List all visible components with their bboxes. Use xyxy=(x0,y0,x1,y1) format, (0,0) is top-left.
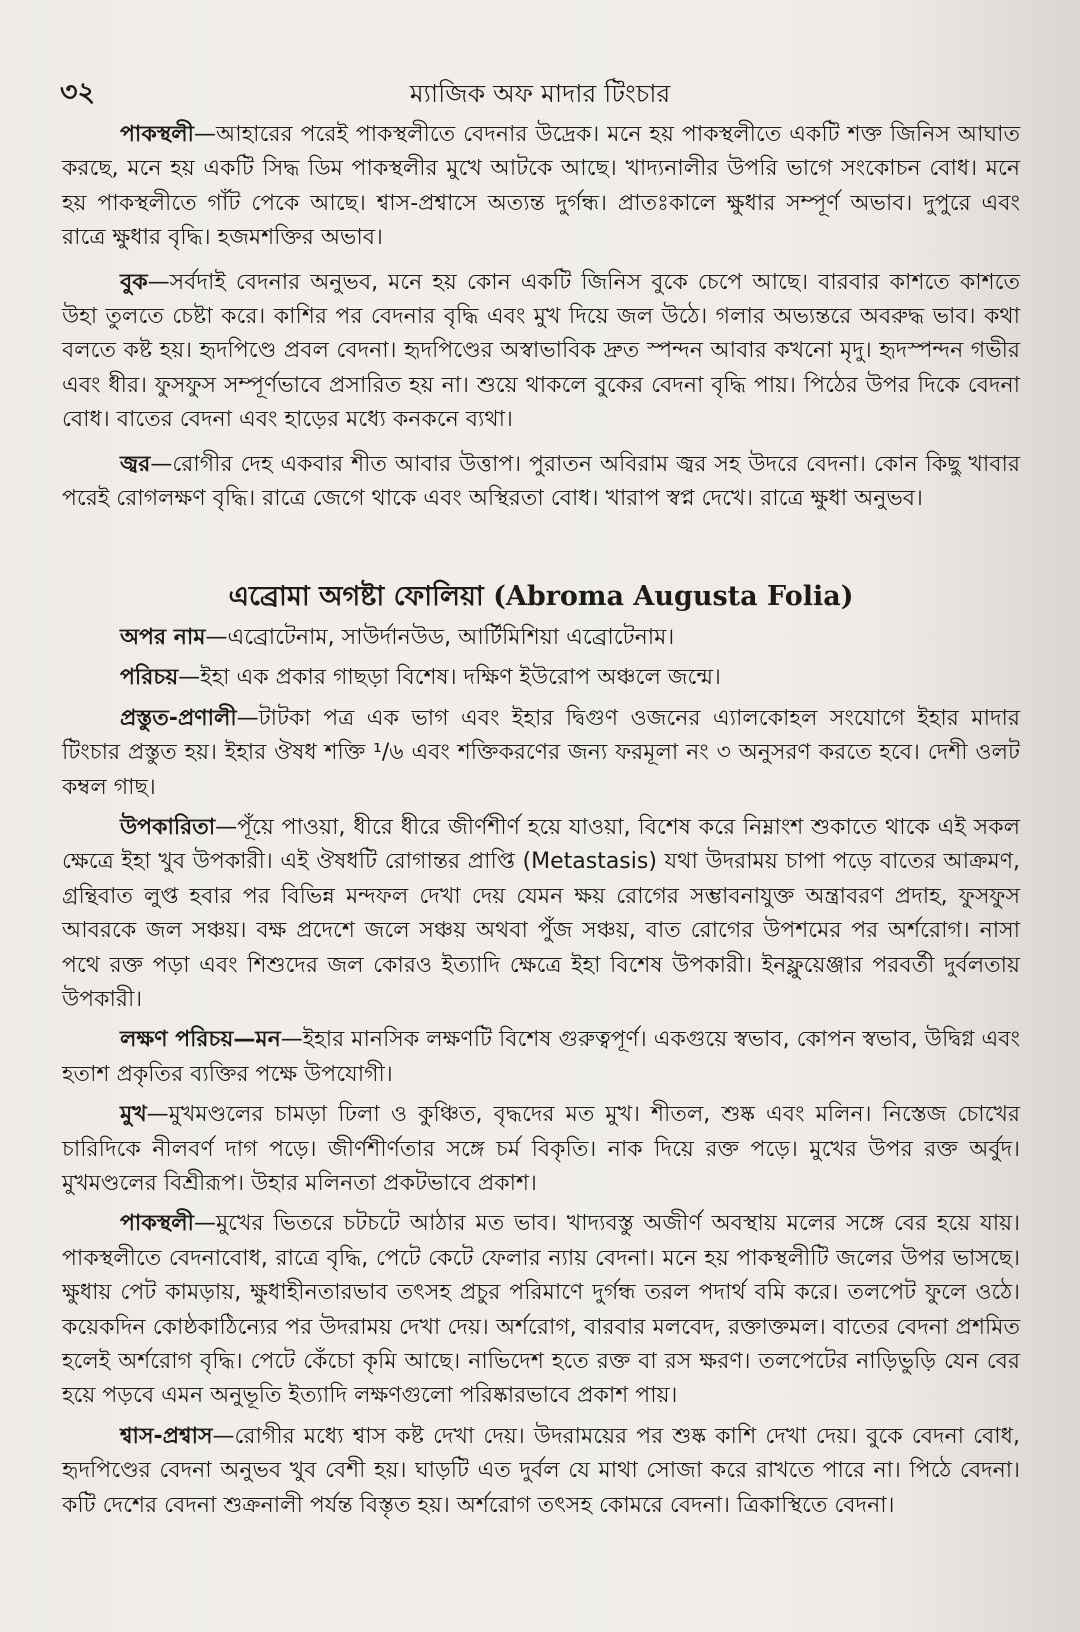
paragraph-heading: পরিচয় xyxy=(120,665,179,691)
paragraph-preparation xyxy=(62,702,1020,805)
paragraph-heading: লক্ষণ পরিচয়—মন xyxy=(120,1027,281,1053)
page-number: ৩২ xyxy=(60,77,96,108)
paragraph-heading: মুখ xyxy=(120,1102,147,1128)
paragraph-text: —আহারের পরেই পাকস্থলীতে বেদনার উদ্রেক। মনে হয় পাকস্থলীতে একটি শক্ত জিনিস আঘাত করছে, মনে হয় একটি সিদ্ধ ডিম পাকস্থলীর মুখে আটকে আছে। খাদ্যনালীর উপরি ভাগে সংকোচন বোধ। মনে হয় পাকস্থলীতে গাঁট পেকে আছে। শ্বাস-প্রশ্বাসে অত্যন্ত দুর্গন্ধ। প্রাতঃকালে ক্ষুধার সম্পূর্ণ অভাব। দুপুরে এবং রাত্রে ক্ষুধার বৃদ্ধি। হজমশক্তির অভাব। xyxy=(62,122,1020,251)
paragraph-text: —মুখের ভিতরে চটচটে আঠার মত ভাব। খাদ্যবস্তু অজীর্ণ অবস্থায় মলের সঙ্গে বের হয়ে যায়। পাকস্থলীতে বেদনাবোধ, রাত্রে বৃদ্ধি, পেটে কেটে ফেলার ন্যায় বেদনা। মনে হয় পাকস্থলীটি জলের উপর ভাসছে। ক্ষুধায় পেট কামড়ায়, ক্ষুধাহীনতারভাব তৎসহ প্রচুর পরিমাণে দুর্গন্ধ তরল পদার্থ বমি করে। তলপেট ফুলে ওঠে। কয়েকদিন কোষ্ঠকাঠিন্যের পর উদরাময় দেখা দেয়। অর্শরোগ, বারবার মলবেদ, রক্তাক্তমল। বাতের বেদনা প্রশমিত হলেই অর্শরোগ বৃদ্ধি। পেটে কেঁচো কৃমি আছে। নাভিদেশ হতে রক্ত বা রস ক্ষরণ। তলপেটের নাড়িভুড়ি যেন বের হয়ে পড়বে এমন অনুভূতি ইত্যাদি লক্ষণগুলো পরিষ্কারভাবে প্রকাশ পায়। xyxy=(62,1211,1020,1409)
page-header xyxy=(60,72,1020,112)
section-title-bengali: এব্রোমা অগষ্টা ফোলিয়া xyxy=(228,581,484,613)
paragraph-heading: বুক xyxy=(120,269,148,295)
paragraph-fever xyxy=(62,448,1020,517)
paragraph-heading: অপর নাম xyxy=(120,624,206,650)
paragraph-text: —ইহা এক প্রকার গাছড়া বিশেষ। দক্ষিণ ইউরোপ অঞ্চলে জন্মে। xyxy=(178,665,721,691)
paragraph-heading: শ্বাস-প্রশ্বাস xyxy=(120,1423,213,1449)
paragraph-stomach-2 xyxy=(62,1207,1020,1413)
section-title-latin: (Abroma Augusta Folia) xyxy=(493,581,854,613)
paragraph-chest xyxy=(62,266,1020,438)
paragraph-text: —রোগীর মধ্যে শ্বাস কষ্ট দেখা দেয়। উদরাময়ের পর শুষ্ক কাশি দেখা দেয়। বুকে বেদনা বোধ, হৃদপিণ্ডের বেদনা অনুভব খুব বেশী হয়। ঘাড়টি এত দুর্বল যে মাথা সোজা করে রাখতে পারে না। পিঠে বেদনা। কটি দেশের বেদনা শুক্রনালী পর্যন্ত বিস্তৃত হয়। অর্শরোগ তৎসহ কোমরে বেদনা। ত্রিকাস্থিতে বেদনা। xyxy=(62,1423,1020,1518)
paragraph-introduction xyxy=(62,661,1020,695)
paragraph-text: —রোগীর দেহ একবার শীত আবার উত্তাপ। পুরাতন অবিরাম জ্বর সহ উদরে বেদনা। কোন কিছু খাবার পরেই রোগলক্ষণ বৃদ্ধি। রাত্রে জেগে থাকে এবং অস্থিরতা বোধ। খারাপ স্বপ্ন দেখে। রাত্রে ক্ষুধা অনুভব। xyxy=(62,451,1020,512)
running-title: ম্যাজিক অফ মাদার টিংচার xyxy=(409,79,671,108)
paragraph-heading: প্রস্তুত-প্রণালী xyxy=(120,705,237,731)
paragraph-text: —মুখমণ্ডলের চামড়া ঢিলা ও কুঞ্চিত, বৃদ্ধদের মত মুখ। শীতল, শুষ্ক এবং মলিন। নিস্তেজ চোখের চারিদিকে নীলবর্ণ দাগ পড়ে। জীর্ণশীর্ণতার সঙ্গে চর্ম বিকৃতি। নাক দিয়ে রক্ত পড়ে। মুখের উপর রক্ত অর্বুদ। মুখমণ্ডলের বিশ্রীরূপ। উহার মলিনতা প্রকটভাবে প্রকাশ। xyxy=(62,1102,1020,1196)
paragraph-text: —সর্বদাই বেদনার অনুভব, মনে হয় কোন একটি জিনিস বুকে চেপে আছে। বারবার কাশতে কাশতে উহা তুলতে চেষ্টা করে। কাশির পর বেদনার বৃদ্ধি এবং মুখ দিয়ে জল উঠে। গলার অভ্যন্তরে অবরুদ্ধ ভাব। কথা বলতে কষ্ট হয়। হৃদপিণ্ডে প্রবল বেদনা। হৃদপিণ্ডের অস্বাভাবিক দ্রুত স্পন্দন আবার কখনো মৃদু। হৃদস্পন্দন গভীর এবং ধীর। ফুসফুস সম্পূর্ণভাবে প্রসারিত হয় না। শুয়ে থাকলে বুকের বেদনা বৃদ্ধি পায়। পিঠের উপর দিকে বেদনা বোধ। বাতের বেদনা এবং হাড়ের মধ্যে কনকনে ব্যথা। xyxy=(62,269,1020,433)
paragraph-text: —টাটকা পত্র এক ভাগ এবং ইহার দ্বিগুণ ওজনের এ্যালকোহল সংযোগে ইহার মাদার টিংচার প্রস্তুত হয়। ইহার ঔষধ শক্তি ¹/৬ এবং শক্তিকরণের জন্য ফরমূলা নং ৩ অনুসরণ করতে হবে। দেশী ওলট কম্বল গাছ। xyxy=(62,705,1020,800)
paragraph-stomach xyxy=(62,118,1020,256)
paragraph-heading: পাকস্থলী xyxy=(120,1211,194,1237)
paragraph-heading: উপকারিতা xyxy=(120,814,216,840)
page-body xyxy=(62,118,1020,1529)
paragraph-text: —ইহার মানসিক লক্ষণটি বিশেষ গুরুত্বপূর্ণ। একগুয়ে স্বভাব, কোপন স্বভাব, উদ্বিগ্ন এবং হতাশ প্রকৃতির ব্যক্তির পক্ষে উপযোগী। xyxy=(62,1027,1020,1087)
paragraph-text: —এব্রোটেনাম, সাউর্দানউড, আর্টিমিশিয়া এব্রোটেনাম। xyxy=(205,624,675,650)
paragraph-text: —পূঁয়ে পাওয়া, ধীরে ধীরে জীর্ণশীর্ণ হয়ে যাওয়া, বিশেষ করে নিম্নাংশ শুকাতে থাকে এই সকল ক্ষেত্রে ইহা খুব উপকারী। এই ঔষধটি রোগান্তর প্রাপ্তি (Metastasis) যথা উদরাময় চাপা পড়ে বাতের আক্রমণ, গ্রন্থিবাত লুপ্ত হবার পর বিভিন্ন মন্দফল দেখা দেয় যেমন ক্ষয় রোগের সম্ভাবনাযুক্ত অন্ত্রাবরণ প্রদাহ, ফুসফুস আবরকে জল সঞ্চয়। বক্ষ প্রদেশে জলে সঞ্চয় অথবা পুঁজ সঞ্চয়, বাত রোগের উপশমের পর অর্শরোগ। নাসা পথে রক্ত পড়া এবং শিশুদের জল কোরও ইত্যাদি ক্ষেত্রে ইহা বিশেষ উপকারী। ইনফ্লুয়েঞ্জার পরবর্তী দুর্বলতায় উপকারী। xyxy=(62,814,1020,1012)
paragraph-heading: পাকস্থলী xyxy=(120,122,194,147)
paragraph-benefits xyxy=(62,811,1020,1017)
paragraph-respiration xyxy=(62,1420,1020,1523)
paragraph-mind xyxy=(62,1023,1020,1092)
paragraph-heading: জ্বর xyxy=(120,451,151,477)
paragraph-other-names xyxy=(62,621,1020,655)
paragraph-face xyxy=(62,1098,1020,1201)
section-title xyxy=(62,580,1020,614)
